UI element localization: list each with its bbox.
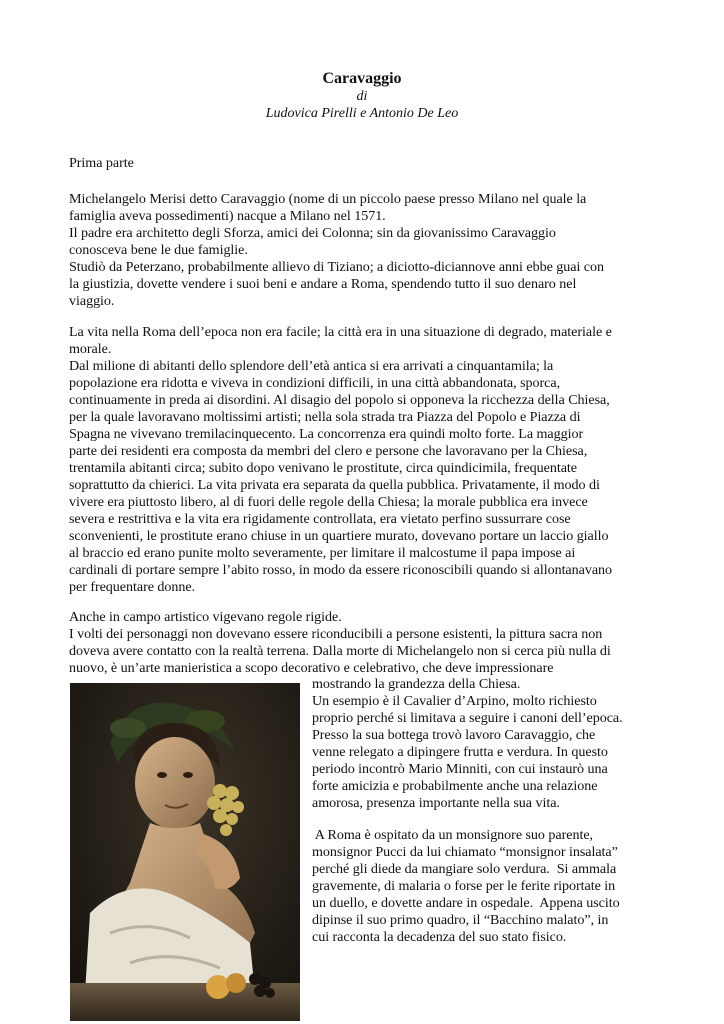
- eye: [157, 772, 167, 778]
- text-line: Un esempio è il Cavalier d’Arpino, molto richiesto: [312, 693, 597, 709]
- paragraph-3: [69, 609, 649, 677]
- text-line: per frequentare donne.: [69, 579, 196, 595]
- text-line: proprio perché si limitava a seguire i canoni dell’epoca.: [312, 710, 623, 726]
- text-line: conosceva bene le due famiglie.: [69, 242, 248, 258]
- text-line: perché gli diede da mangiare solo verdura. Si ammala: [312, 861, 617, 877]
- text-line: venne relegato a dipingere frutta e verdura. In questo: [312, 744, 608, 760]
- text-line: Anche in campo artistico vigevano regole rigide.: [69, 609, 342, 625]
- text-line: amorosa, presenza importante nella sua vita.: [312, 795, 560, 811]
- text-line: sconvenienti, le prostitute erano chiuse in un quartiere murato, dovevano portare un laccio giallo: [69, 528, 609, 544]
- text-line: Spagna ne vivevano tremilacinquecento. La concorrenza era quindi molto forte. La maggior: [69, 426, 584, 442]
- text-line: continuamente in preda ai disordini. Al disagio del popolo si opponeva la ricchezza della Chiesa,: [69, 392, 610, 408]
- paragraph-2: [69, 324, 649, 596]
- text-line: la giustizia, dovette vendere i suoi beni e andare a Roma, spendendo tutto il suo denaro nel: [69, 276, 577, 292]
- vine-leaf: [110, 718, 146, 738]
- text-line: Dal milione di abitanti dello splendore dell’età antica si era arrivati a cinquantamila; la: [69, 358, 554, 374]
- document-title: Caravaggio: [322, 70, 402, 87]
- text-line: viaggio.: [69, 293, 115, 309]
- text-line: Studiò da Peterzano, probabilmente allievo di Tiziano; a diciotto-diciannove anni ebbe guai con: [69, 259, 604, 275]
- section-heading: Prima parte: [69, 155, 134, 171]
- text-line: un duello, e dovette andare in ospedale. Appena uscito: [312, 895, 620, 911]
- text-line: cui racconta la decadenza del suo stato fisico.: [312, 929, 567, 945]
- section-heading-block: [69, 155, 649, 172]
- text-line: doveva avere contatto con la realtà terrena. Dalla morte di Michelangelo non si cerca più nulla di: [69, 643, 611, 659]
- text-line: mostrando la grandezza della Chiesa.: [312, 676, 521, 692]
- authors: Ludovica Pirelli e Antonio De Leo: [265, 106, 459, 121]
- peach: [206, 975, 230, 999]
- text-line: I volti dei personaggi non dovevano essere riconducibili a persone esistenti, la pittura sacra non: [69, 626, 603, 642]
- text-line: morale.: [69, 341, 112, 357]
- side-paragraph-2: [312, 827, 652, 946]
- text-line: vivere era piuttosto libero, al di fuori delle regole della Chiesa; la morale pubblica era invece: [69, 494, 588, 510]
- text-line: severa e restrittiva e la vita era rigidamente controllata, era vietato perfino sussurrare cose: [69, 511, 571, 527]
- text-line: popolazione era ridotta e viveva in condizioni difficili, in una città abbandonata, sporca,: [69, 375, 561, 391]
- peach: [226, 973, 246, 993]
- text-line: gravemente, di malaria o forse per le ferite riportate in: [312, 878, 616, 894]
- text-line: periodo incontrò Mario Minniti, con cui instaurò una: [312, 761, 608, 777]
- text-line: forte amicizia e probabilmente anche una relazione: [312, 778, 598, 794]
- text-line: A Roma è ospitato da un monsignore suo parente,: [312, 827, 593, 843]
- side-paragraph-1: [312, 676, 652, 812]
- text-line: nuovo, è un’arte manieristica a scopo decorativo e celebrativo, che deve impressionare: [69, 660, 554, 676]
- text-line: dipinse il suo primo quadro, il “Bacchino malato”, in: [312, 912, 609, 928]
- text-line: soprattutto da chierici. La vita privata era separata da quella pubblica. Privatamente, il modo di: [69, 477, 600, 493]
- bacchino-malato-painting: [70, 683, 300, 1021]
- text-line: monsignor Pucci da lui chiamato “monsignor insalata”: [312, 844, 618, 860]
- text-line: trentamila abitanti circa; subito dopo venivano le prostitute, circa quindicimila, frequentate: [69, 460, 577, 476]
- text-line: cardinali di portare sempre l’abito rosso, in modo da essere riconoscibili quando si allontanavano: [69, 562, 613, 578]
- text-line: per la quale lavoravano moltissimi artisti; nella sola strada tra Piazza del Popolo e Piazza di: [69, 409, 581, 425]
- text-line: al braccio ed erano punite molto severamente, per limitare il malcostume il papa impose ai: [69, 545, 576, 561]
- text-line: Michelangelo Merisi detto Caravaggio (nome di un piccolo paese presso Milano nel quale la: [69, 191, 587, 207]
- face: [135, 737, 215, 829]
- text-line: La vita nella Roma dell’epoca non era facile; la città era in una situazione di degrado, materiale e: [69, 324, 612, 340]
- text-line: famiglia aveva possedimenti) nacque a Milano nel 1571.: [69, 208, 386, 224]
- text-line: parte dei residenti era composta da membri del clero e persone che lavoravano per la Chiesa,: [69, 443, 588, 459]
- paragraph-1: [69, 191, 649, 310]
- text-line: Il padre era architetto degli Sforza, amici dei Colonna; sin da giovanissimo Caravaggio: [69, 225, 556, 241]
- text-line: Presso la sua bottega trovò lavoro Caravaggio, che: [312, 727, 596, 743]
- byline-di: di: [356, 89, 368, 104]
- eye: [183, 772, 193, 778]
